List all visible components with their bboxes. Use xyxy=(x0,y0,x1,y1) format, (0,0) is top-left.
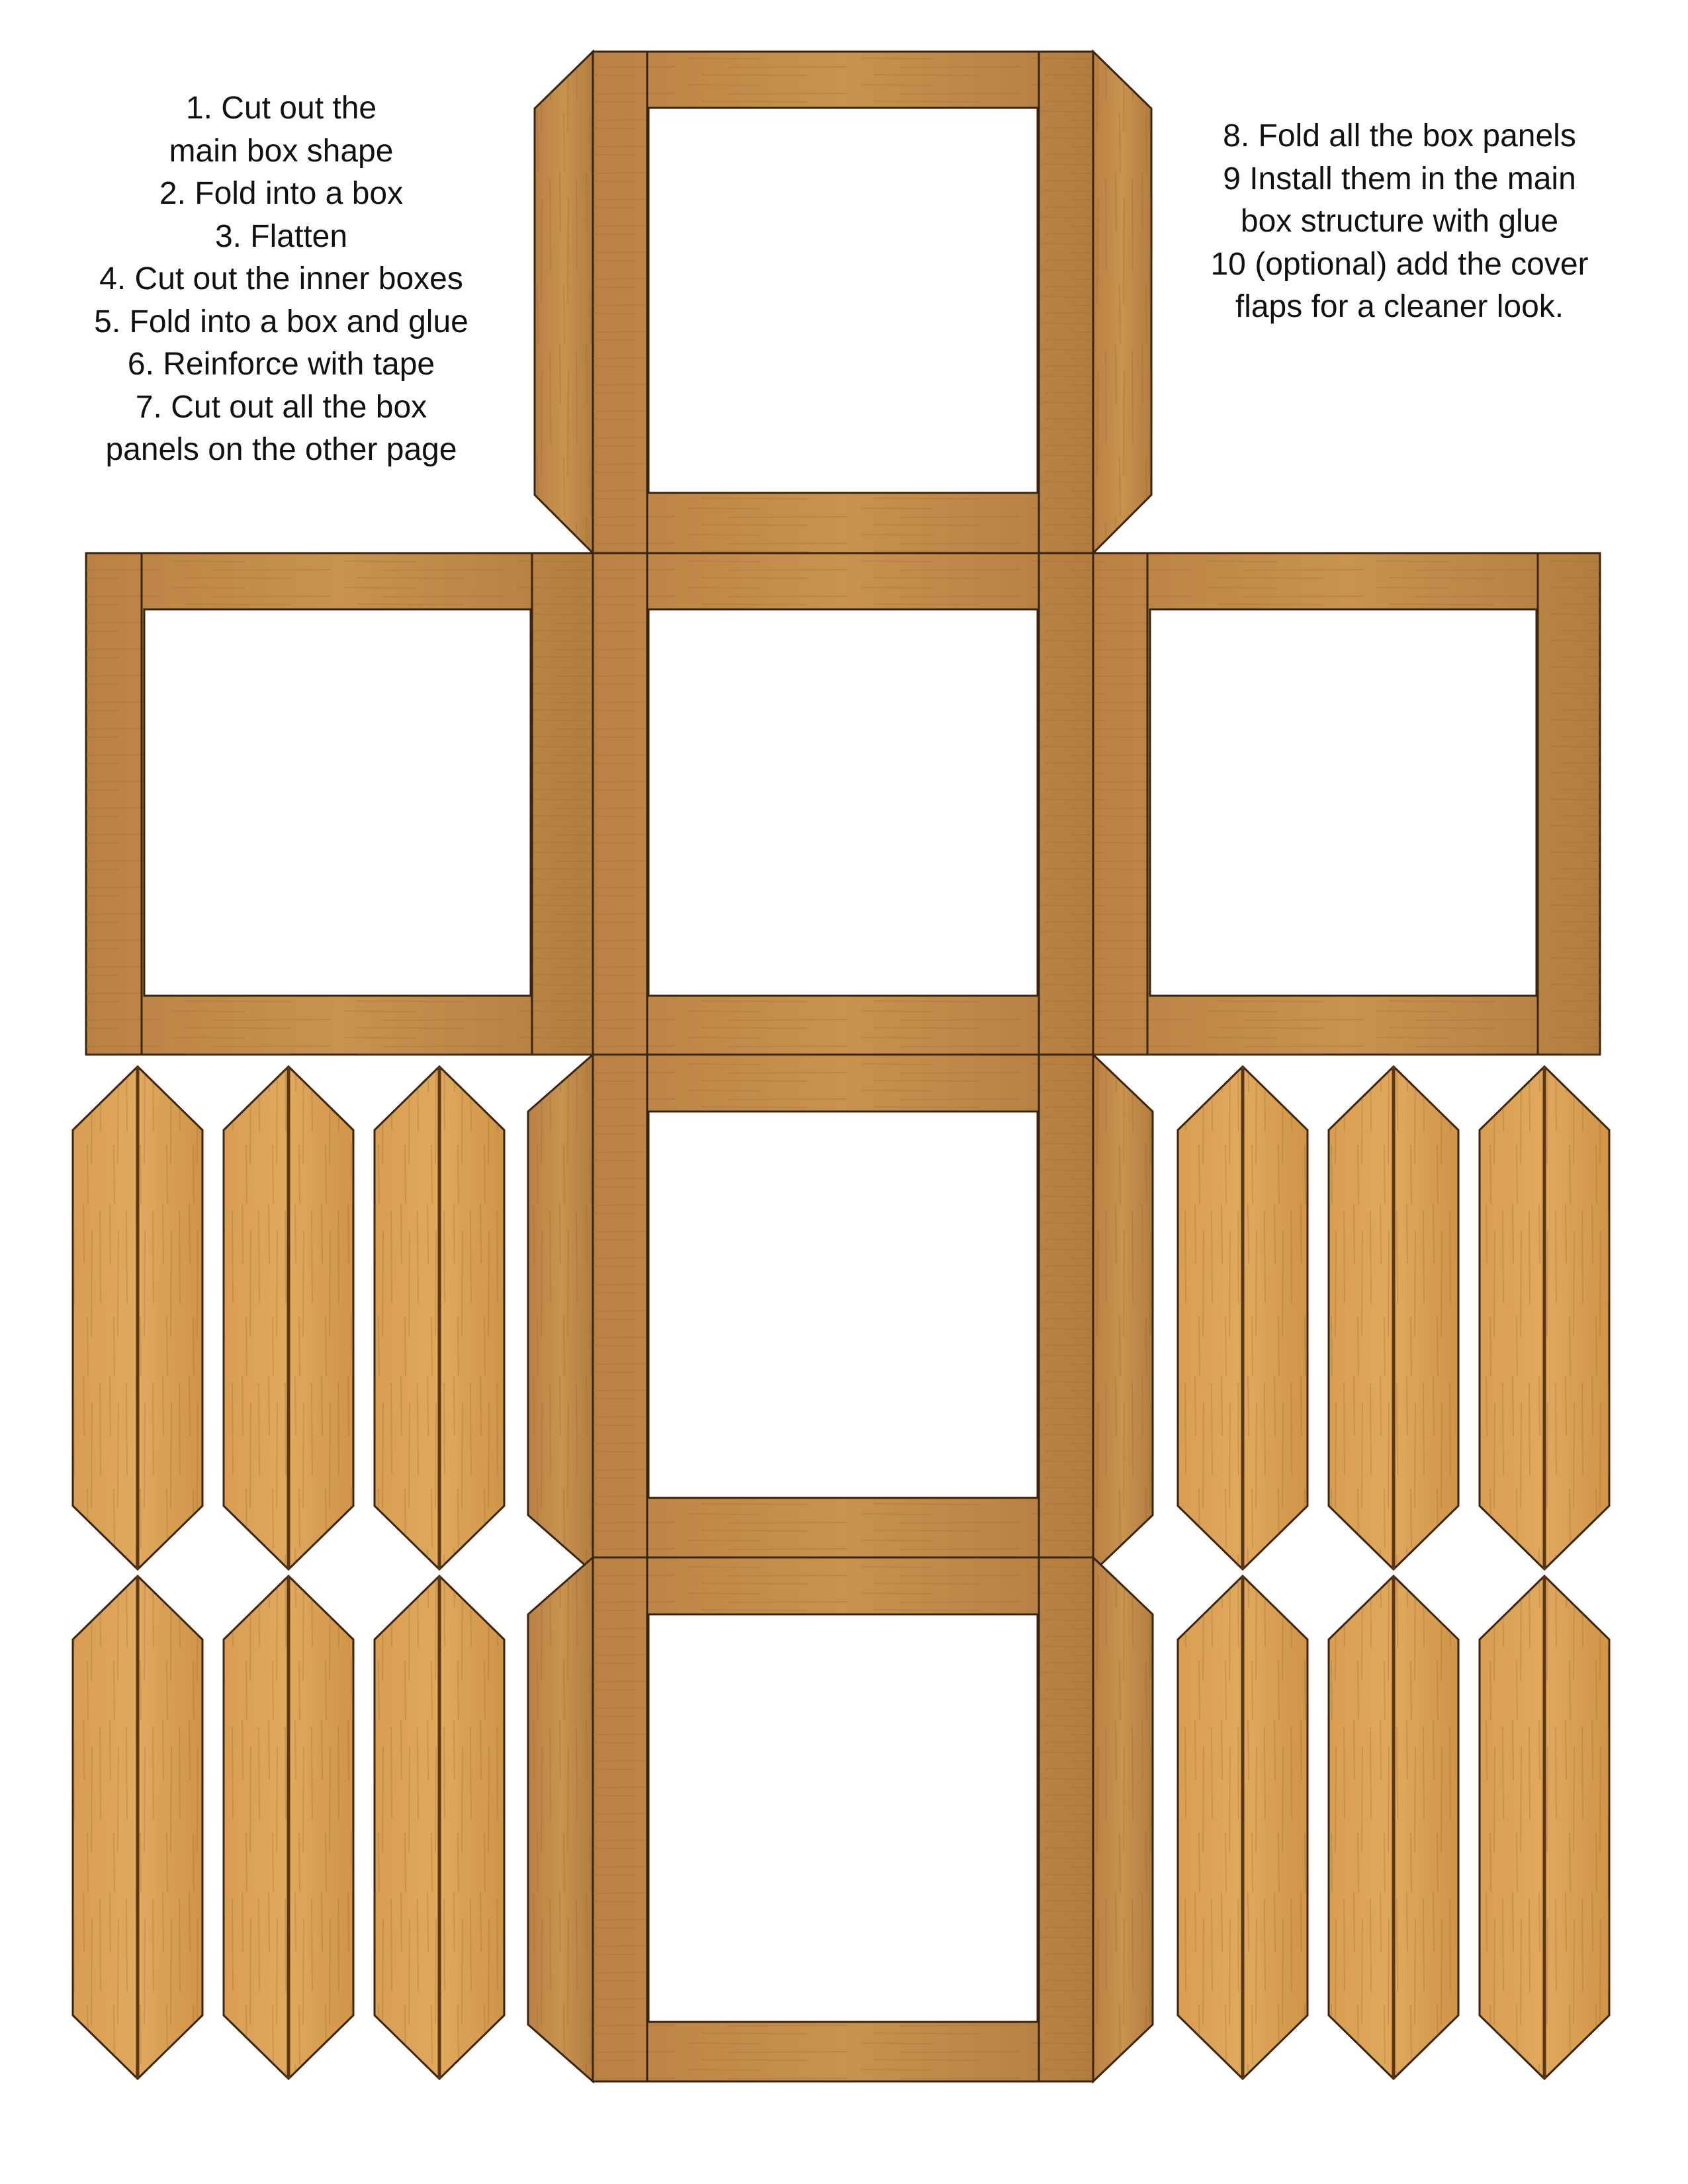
instructions-steps-1-7 xyxy=(20,87,543,472)
instruction-line: box structure with glue xyxy=(1240,204,1559,239)
middle-row xyxy=(86,553,1600,1055)
instruction-line: flaps for a cleaner look. xyxy=(1235,289,1564,324)
instruction-line: 10 (optional) add the cover xyxy=(1210,246,1589,282)
instruction-line: 7. Cut out all the box xyxy=(135,389,427,425)
instruction-line: main box shape xyxy=(169,133,394,169)
top-panel xyxy=(535,52,1151,553)
instruction-line: 1. Cut out the xyxy=(185,91,377,126)
top-panel-left-flap-grain xyxy=(535,52,593,553)
instruction-line: panels on the other page xyxy=(105,432,457,467)
instructions-steps-8-10 xyxy=(1138,115,1661,329)
bottom-panel-2 xyxy=(528,1557,1153,2081)
center-panel-window xyxy=(648,609,1038,996)
instruction-line: 2. Fold into a box xyxy=(159,176,404,211)
bottom-panel-1 xyxy=(528,1055,1153,1572)
bottom-panel-2-right-flap-grain xyxy=(1093,1557,1153,2081)
left-panel-window xyxy=(144,609,531,996)
bottom-panel-2-window xyxy=(648,1614,1038,2022)
bottom-panel-1-window xyxy=(648,1112,1038,1498)
instruction-line: 8. Fold all the box panels xyxy=(1223,118,1576,153)
top-panel-window xyxy=(648,108,1038,493)
instruction-line: 4. Cut out the inner boxes xyxy=(99,261,463,296)
bottom-panel-1-left-flap-grain xyxy=(528,1055,593,1572)
instruction-line: 3. Flatten xyxy=(214,218,348,254)
bottom-panel-2-left-flap-grain xyxy=(528,1557,593,2081)
instruction-line: 6. Reinforce with tape xyxy=(127,347,435,382)
instruction-line: 9 Install them in the main xyxy=(1223,161,1576,197)
bottom-panel-1-right-flap-grain xyxy=(1093,1055,1153,1572)
right-panel-window xyxy=(1150,609,1536,996)
instruction-line: 5. Fold into a box and glue xyxy=(94,304,468,339)
